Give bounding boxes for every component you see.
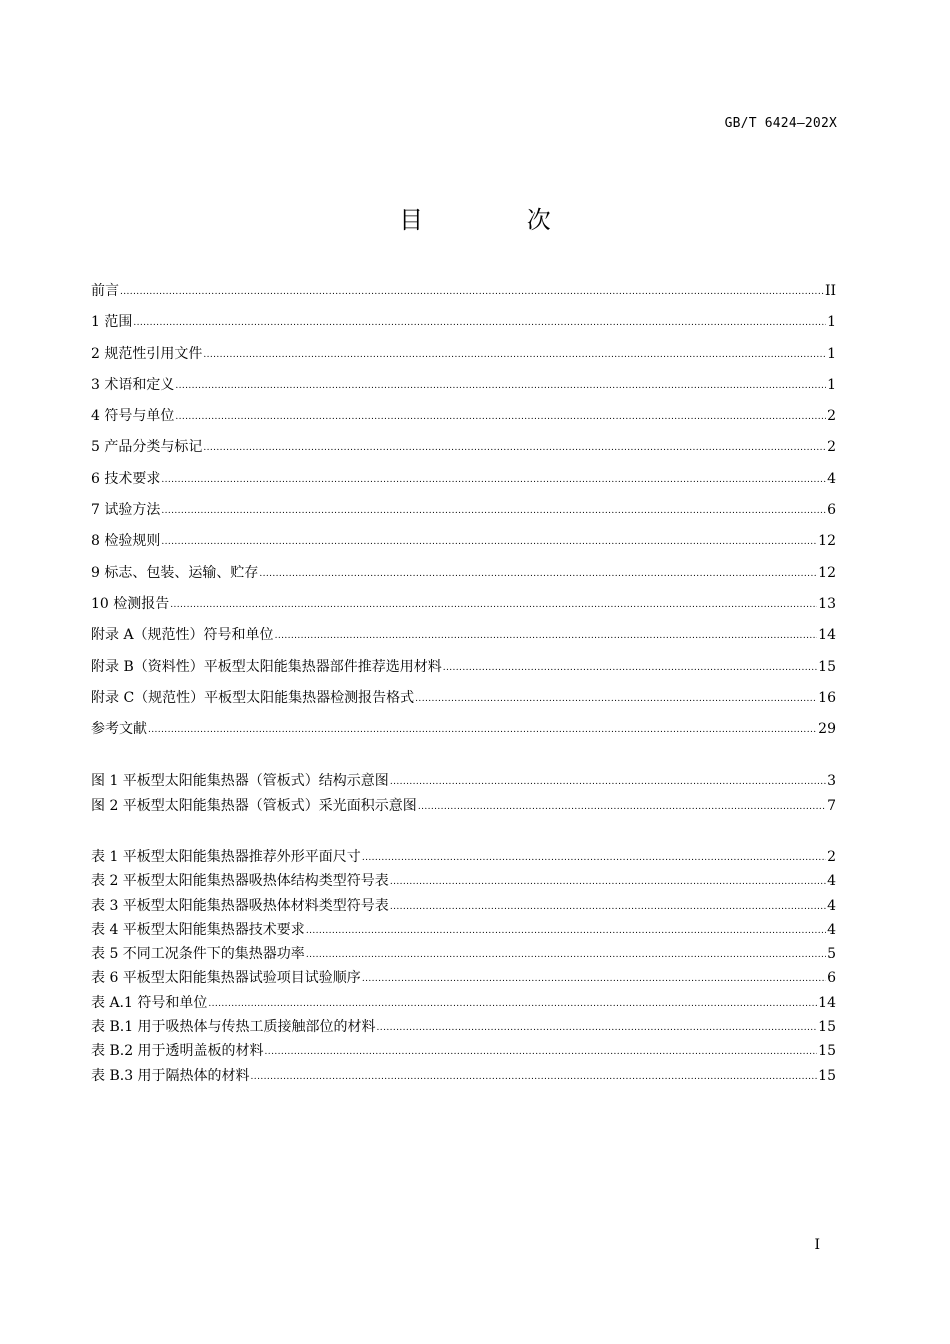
toc-entry-label: 9 标志、包装、运输、贮存 — [91, 564, 259, 581]
toc-entry-label: 附录 B（资料性）平板型太阳能集热器部件推荐选用材料 — [91, 658, 442, 675]
toc-entry-label: 1 范围 — [91, 314, 133, 331]
toc-entry[interactable] — [91, 686, 836, 717]
toc-table-entry[interactable] — [91, 1040, 836, 1064]
toc-entry-label: 参考文献 — [91, 721, 147, 738]
toc-entry-label: 表 4 平板型太阳能集热器技术要求 — [91, 921, 305, 938]
toc-leader-dots — [251, 1064, 818, 1088]
toc-entry-page: 1 — [827, 345, 836, 362]
toc-table-entry[interactable] — [91, 943, 836, 967]
toc-entry[interactable] — [91, 623, 836, 654]
toc-entry-label: 8 检验规则 — [91, 533, 161, 550]
toc-entry[interactable] — [91, 279, 836, 310]
toc-entry[interactable] — [91, 404, 836, 435]
toc-table-entry[interactable] — [91, 992, 836, 1016]
toc-leader-dots — [203, 434, 826, 460]
toc-leader-dots — [362, 966, 826, 990]
toc-entry-page: 4 — [827, 470, 836, 487]
toc-leader-dots — [443, 654, 817, 680]
toc-entry-page: 2 — [827, 849, 836, 865]
toc-entry-page: 13 — [818, 595, 836, 612]
toc-entry-page: 6 — [827, 502, 836, 519]
toc-entry-page: 3 — [827, 773, 836, 789]
toc-leader-dots — [208, 991, 817, 1015]
toc-leader-dots — [306, 918, 826, 942]
toc-leader-dots — [161, 497, 826, 523]
toc-entry[interactable] — [91, 498, 836, 529]
toc-leader-dots — [306, 942, 826, 966]
toc-leader-dots — [161, 528, 817, 554]
toc-leader-dots — [175, 403, 826, 429]
toc-entry-label: 表 6 平板型太阳能集热器试验项目试验顺序 — [91, 970, 361, 987]
toc-table-entry[interactable] — [91, 919, 836, 943]
toc-entry-page: 14 — [818, 994, 836, 1011]
toc-entry-label: 图 1 平板型太阳能集热器（管板式）结构示意图 — [91, 773, 389, 789]
toc-figure-entry[interactable] — [91, 770, 836, 795]
toc-entry-page: 4 — [827, 921, 836, 938]
toc-figure-entry[interactable] — [91, 795, 836, 820]
toc-entry[interactable] — [91, 529, 836, 560]
toc-entry-label: 前言 — [91, 283, 119, 299]
toc-entry-page: 1 — [827, 314, 836, 331]
toc-leader-dots — [265, 1039, 818, 1063]
toc-leader-dots — [362, 845, 826, 869]
toc-leader-dots — [175, 372, 826, 398]
toc-entry-page: 12 — [818, 564, 836, 581]
toc-entry-page: 15 — [818, 658, 836, 675]
toc-entry-label: 5 产品分类与标记 — [91, 439, 203, 456]
toc-entry-label: 表 B.1 用于吸热体与传热工质接触部位的材料 — [91, 1019, 376, 1036]
toc-entry-label: 表 3 平板型太阳能集热器吸热体材料类型符号表 — [91, 897, 389, 914]
toc-leader-dots — [203, 341, 826, 367]
toc-entry[interactable] — [91, 373, 836, 404]
toc-table-entry[interactable] — [91, 846, 836, 870]
toc-entry[interactable] — [91, 310, 836, 341]
toc-leader-dots — [161, 466, 826, 492]
toc-leader-dots — [390, 869, 826, 893]
toc-entry-page: 15 — [818, 1019, 836, 1036]
toc-entry-page: 29 — [818, 721, 836, 738]
toc-table-entry[interactable] — [91, 1016, 836, 1040]
toc-leader-dots — [259, 560, 817, 586]
toc-leader-dots — [415, 685, 817, 711]
toc-leader-dots — [120, 278, 824, 304]
toc-leader-dots — [275, 622, 818, 648]
toc-entry[interactable] — [91, 592, 836, 623]
toc-entry-label: 图 2 平板型太阳能集热器（管板式）采光面积示意图 — [91, 798, 417, 814]
toc-entry-label: 10 检测报告 — [91, 595, 170, 612]
toc-table-entry[interactable] — [91, 1065, 836, 1089]
toc-entry-label: 4 符号与单位 — [91, 408, 175, 425]
toc-entry-label: 表 A.1 符号和单位 — [91, 994, 208, 1011]
toc-entry-page: 15 — [818, 1067, 836, 1084]
toc-entry-page: 7 — [827, 798, 836, 814]
toc-entry-label: 表 1 平板型太阳能集热器推荐外形平面尺寸 — [91, 849, 361, 865]
toc-leader-dots — [390, 894, 826, 918]
toc-leader-dots — [377, 1015, 818, 1039]
toc-entry[interactable] — [91, 435, 836, 466]
toc-entry-page: 2 — [827, 408, 836, 425]
toc-table-entry[interactable] — [91, 870, 836, 894]
toc-leader-dots — [390, 769, 826, 793]
toc-entry-page: 14 — [818, 627, 836, 644]
toc-table-entry[interactable] — [91, 895, 836, 919]
toc-entry-label: 6 技术要求 — [91, 470, 161, 487]
toc-entry[interactable] — [91, 655, 836, 686]
toc-leader-dots — [148, 716, 817, 742]
toc-figures-list — [91, 770, 836, 820]
toc-leader-dots — [170, 591, 817, 617]
toc-leader-dots — [133, 309, 826, 335]
toc-entry-page: 12 — [818, 533, 836, 550]
toc-entry-page: 4 — [827, 897, 836, 914]
toc-entry-page: 6 — [827, 970, 836, 987]
toc-entry-label: 表 5 不同工况条件下的集热器功率 — [91, 946, 305, 963]
toc-entry[interactable] — [91, 561, 836, 592]
toc-entry[interactable] — [91, 467, 836, 498]
toc-entry-label: 7 试验方法 — [91, 502, 161, 519]
toc-entry-label: 表 B.2 用于透明盖板的材料 — [91, 1043, 264, 1060]
toc-entry-label: 2 规范性引用文件 — [91, 345, 203, 362]
toc-entry-label: 附录 A（规范性）符号和单位 — [91, 627, 274, 644]
toc-main-list — [91, 279, 836, 748]
toc-leader-dots — [418, 794, 826, 818]
toc-entry[interactable] — [91, 342, 836, 373]
toc-entry-label: 表 2 平板型太阳能集热器吸热体结构类型符号表 — [91, 873, 389, 890]
toc-entry-label: 附录 C（规范性）平板型太阳能集热器检测报告格式 — [91, 689, 415, 706]
toc-entry-page: II — [824, 283, 836, 299]
standard-code: GB/T 6424—202X — [724, 116, 837, 131]
toc-table-entry[interactable] — [91, 967, 836, 991]
toc-entry-page: 2 — [827, 439, 836, 456]
toc-tables-list — [91, 846, 836, 1089]
toc-entry-page: 15 — [818, 1043, 836, 1060]
page-title: 目 次 — [399, 206, 599, 234]
toc-entry-page: 5 — [827, 946, 836, 963]
toc-entry-page: 4 — [827, 873, 836, 890]
toc-entry-page: 16 — [818, 689, 836, 706]
toc-entry-label: 表 B.3 用于隔热体的材料 — [91, 1067, 250, 1084]
toc-entry[interactable] — [91, 717, 836, 748]
page-number: I — [814, 1237, 820, 1253]
toc-entry-label: 3 术语和定义 — [91, 376, 175, 393]
toc-entry-page: 1 — [827, 376, 836, 393]
